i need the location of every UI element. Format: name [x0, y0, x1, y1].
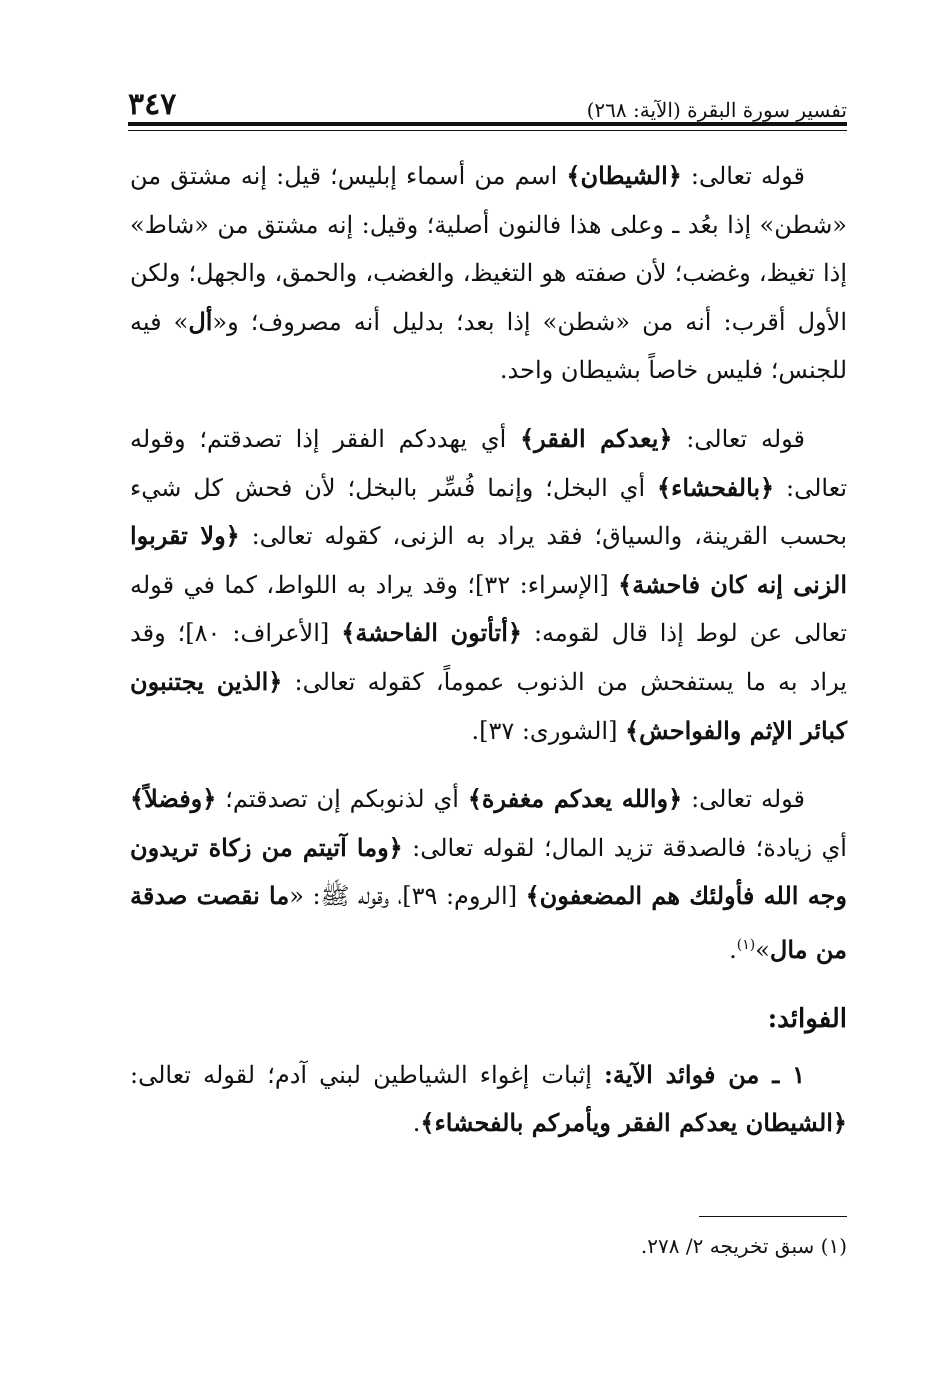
quran-quote: ﴿بالفحشاء﴾ — [657, 472, 775, 502]
paragraph-maghfira — [130, 775, 847, 974]
quran-quote: ﴿يعدكم الفقر﴾ — [520, 423, 673, 453]
text-run: قوله تعالى: — [681, 162, 806, 190]
text-run: أي زيادة؛ فالصدقة تزيد المال؛ لقوله تعالى: — [402, 833, 847, 862]
quran-quote: ﴿الشيطان يعدكم الفقر ويأمركم بالفحشاء﴾ — [420, 1108, 847, 1138]
page-body — [130, 152, 847, 1168]
text-run: إثبات إغواء الشياطين لبني آدم؛ لقوله تعالى: — [130, 1060, 605, 1089]
quran-quote: ﴿ولا تقربوا الزنى إنه كان فاحشة﴾ — [130, 521, 847, 599]
running-header — [128, 78, 847, 122]
text-run: أي البخل؛ وإنما فُسِّر بالبخل؛ لأن فحش كل شيء بحسب القرينة، والسياق؛ فقد يراد به الزنى، كقوله تعالى: — [130, 473, 847, 551]
quran-quote: ﴿وفضلاً﴾ — [130, 784, 217, 814]
quran-quote: ﴿الذين يجتنبون كبائر الإثم والفواحش﴾ — [130, 666, 847, 745]
footnote-separator — [699, 1216, 847, 1217]
quran-quote: ﴿أتأتون الفاحشة﴾ — [341, 618, 522, 648]
text-run: [الشورى: ٣٧]. — [471, 716, 626, 745]
footnote-reference[interactable]: (١) — [736, 936, 756, 953]
text-run: . — [729, 935, 737, 964]
paragraph-shaitan — [130, 152, 847, 395]
quran-quote: ﴿والله يعدكم مغفرة﴾ — [467, 784, 683, 814]
page-number: ٣٤٧ — [128, 87, 177, 122]
header-rule-thick — [128, 122, 847, 126]
text-run: [الإسراء: ٣٢]؛ وقد يراد به اللواط، كما في قوله تعالى عن لوط إذا قال لقومه: — [130, 570, 848, 648]
footnote — [130, 1226, 847, 1266]
text-run: أي لذنوبكم إن تصدقتم؛ — [216, 785, 468, 814]
hadith-quote: ما نقصت صدقة من مال — [130, 881, 847, 964]
quran-quote: ﴿وما آتيتم من زكاة تريدون وجه الله فأولئك هم المضعفون﴾ — [130, 832, 848, 911]
paragraph-faqr — [130, 415, 847, 755]
text-run: قوله تعالى: — [672, 424, 806, 453]
text-run: اسم من أسماء إبليس؛ قيل: إنه مشتق من «شطن» إذا بعُد ـ وعلى هذا فالنون أصلية؛ وقيل: إنه مشتق من «شاط» إذا تغيظ، وغضب؛ لأن صفته هو التغيظ، والغضب، والحمق، والجهل؛ ولكن الأول أقرب: أنه من «شطن» إذا بعد؛ بدليل أنه مصروف؛ و« — [130, 162, 847, 336]
footnote-text: سبق تخريجه ٢/ ٢٧٨. — [640, 1234, 821, 1258]
section-heading-fawaid: الفوائد: — [767, 1003, 847, 1034]
bold-term: أل — [188, 306, 213, 336]
text-run: [الأعراف: ٨٠]؛ وقد يراد به ما يستفحش من الذنوب عموماً، كقوله تعالى: — [130, 619, 847, 696]
faida-label: ١ ـ من فوائد الآية: — [604, 1059, 805, 1089]
header-title: تفسير سورة البقرة (الآية: ٢٦٨) — [586, 98, 847, 122]
text-run: » — [755, 935, 770, 964]
text-run: قوله تعالى: — [682, 785, 805, 814]
footnote-marker: (١) — [820, 1234, 847, 1258]
quran-quote: ﴿الشيطان﴾ — [566, 161, 682, 190]
text-run: . — [412, 1109, 421, 1138]
header-rule-thin — [128, 130, 847, 131]
text-run: » فيه للجنس؛ فليس خاصاً بشيطان واحد. — [130, 307, 847, 385]
text-run: أي يهددكم الفقر إذا تصدقتم؛ وقوله تعالى: — [130, 424, 847, 502]
text-run: [الروم: ٣٩]، وقوله ﷺ: « — [289, 882, 526, 911]
paragraph-faida-1 — [130, 1051, 847, 1148]
